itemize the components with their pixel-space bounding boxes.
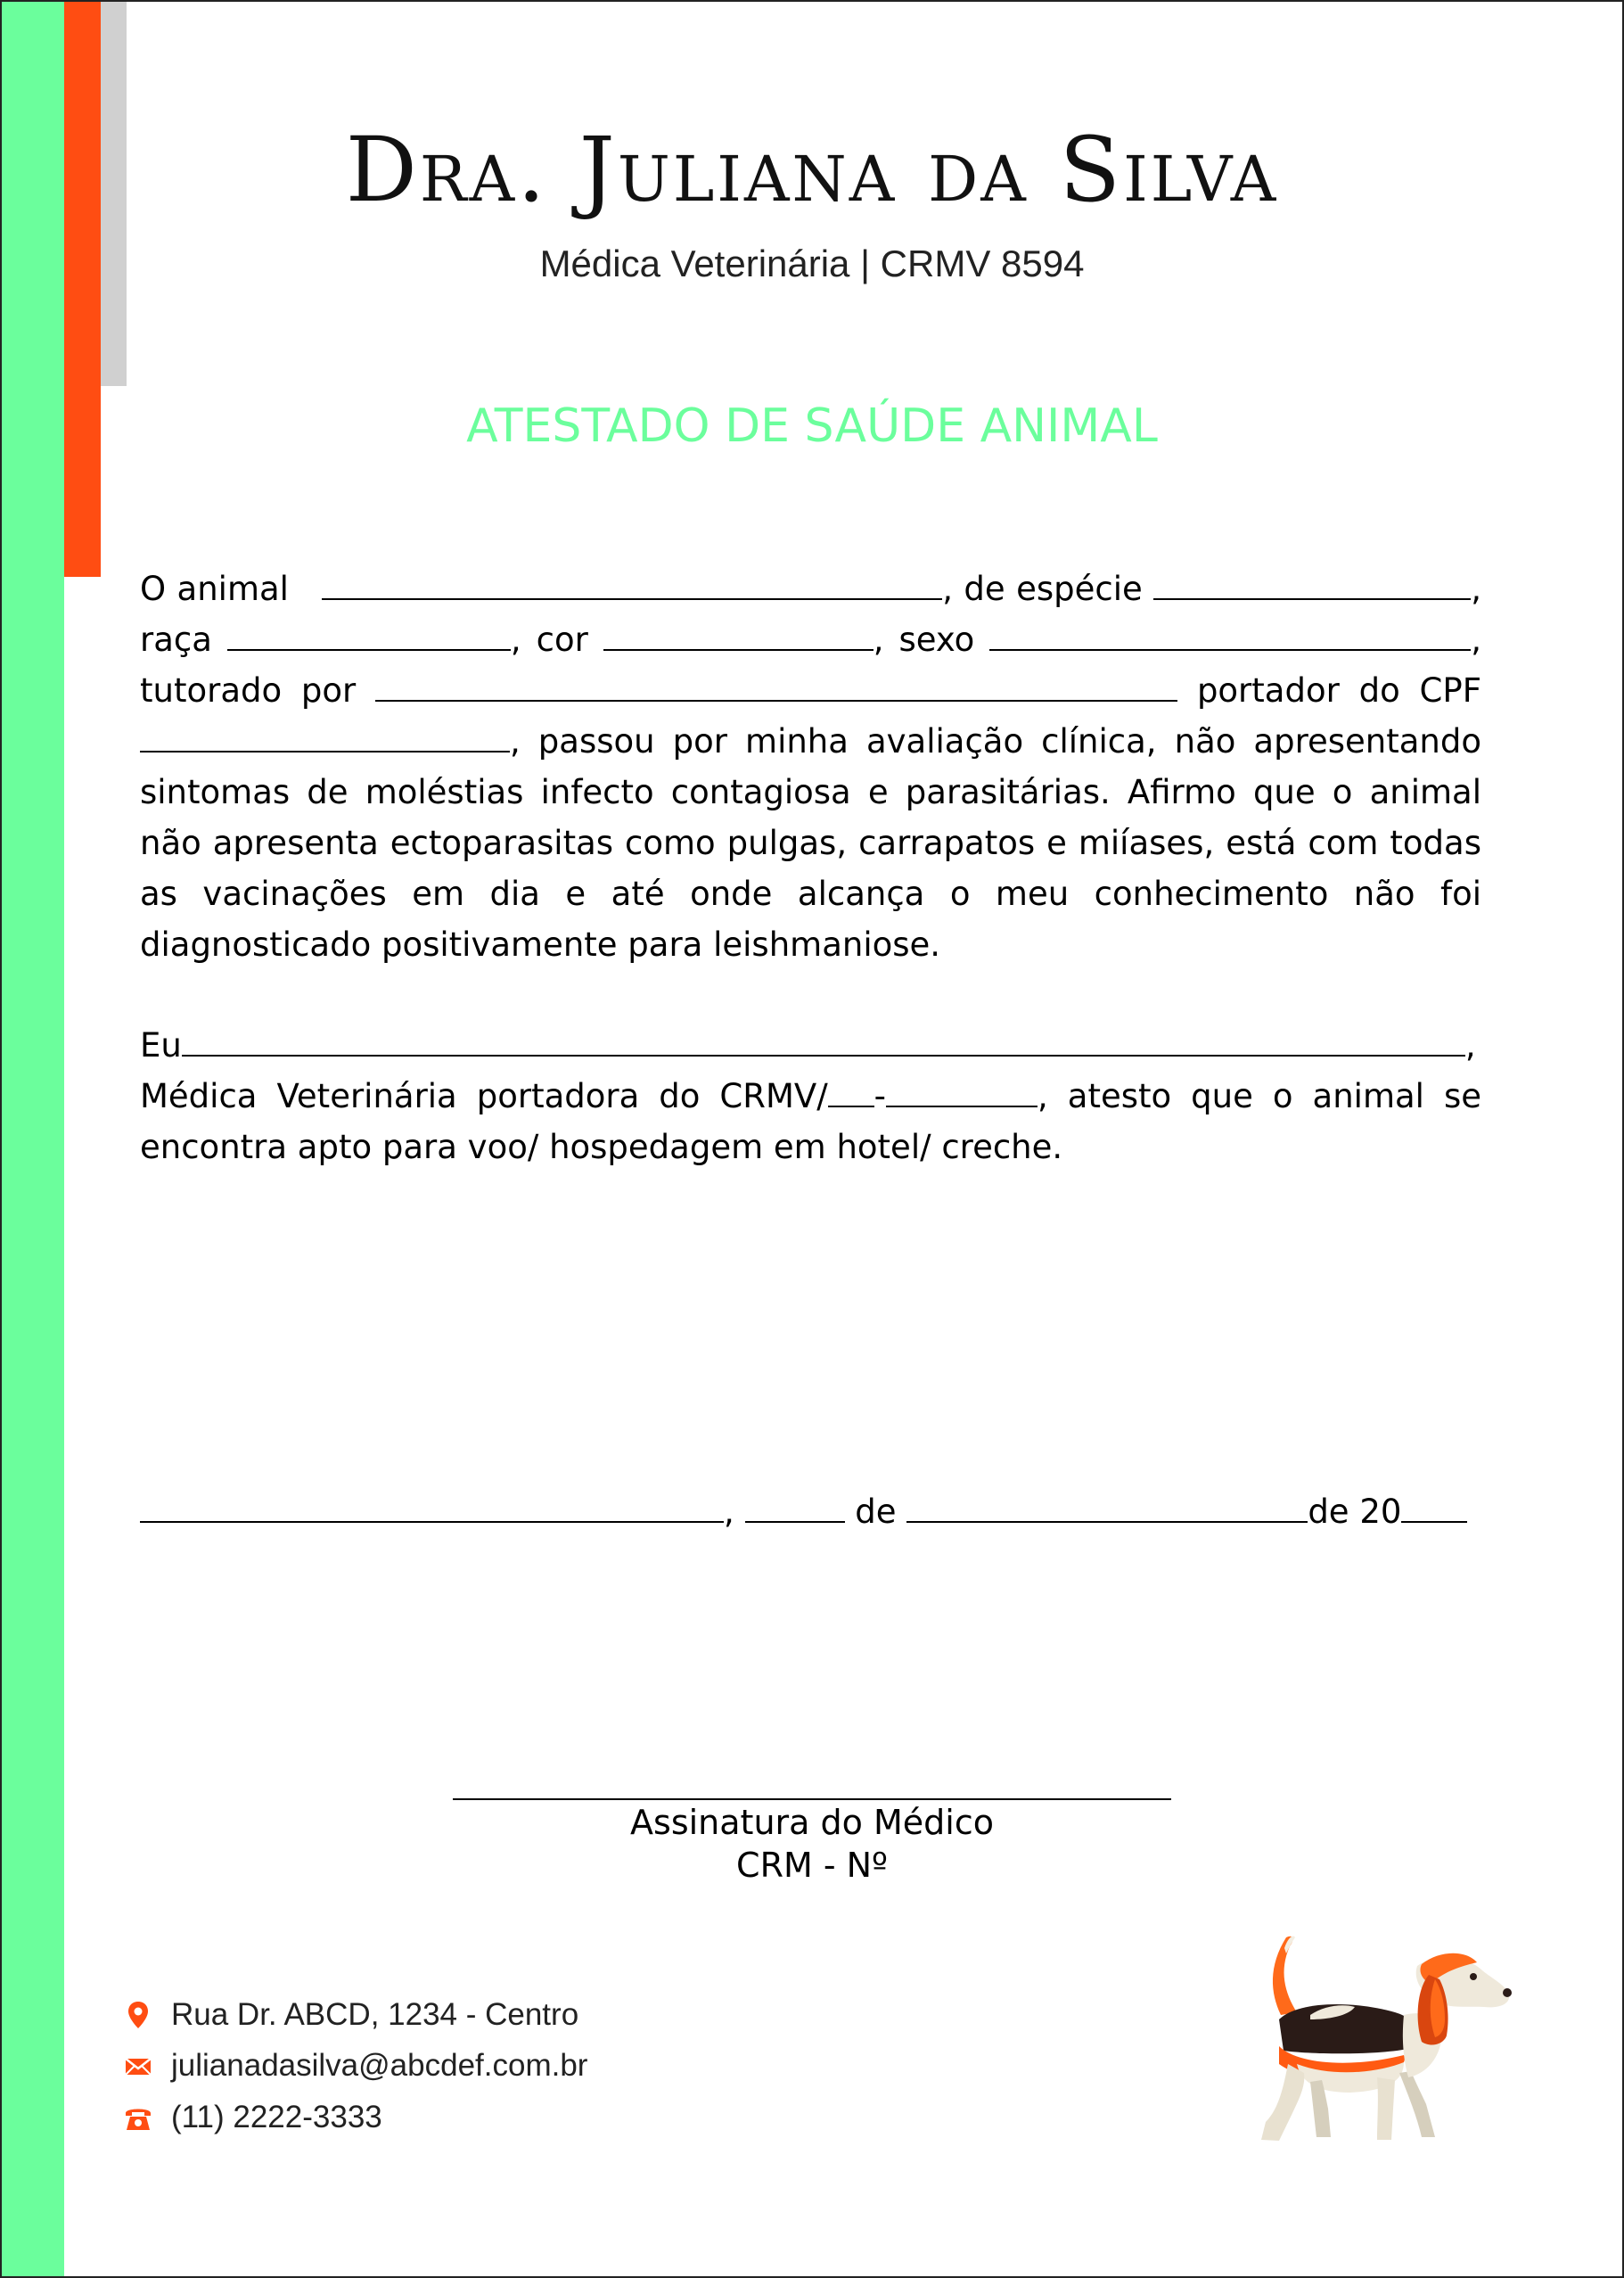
- phone-text: (11) 2222-3333: [171, 2100, 382, 2134]
- signature-label: [453, 1801, 1171, 1887]
- blank-city[interactable]: [140, 1489, 724, 1523]
- blank-tutor[interactable]: [375, 668, 1177, 702]
- paragraph-rest: , passou por minha avaliação clínica, não apresentando sintomas de moléstias infecto contagiosa e parasitárias. Afirmo que o animal não apresenta ectoparasitas como pulgas, carrapatos e miíases, está com todas as vacinações em dia e até onde alcança o meu conhecimento não foi diagnosticado positivamente para leishmaniose.: [140, 722, 1481, 964]
- document-title: ATESTADO DE SAÚDE ANIMAL: [466, 399, 1158, 453]
- date-line: [140, 1489, 1467, 1531]
- attestation-rest: , atesto que o animal se encontra apto para voo/ hospedagem em hotel/ creche.: [140, 1077, 1481, 1166]
- blank-raca[interactable]: [227, 617, 511, 651]
- signature-title: Assinatura do Médico: [630, 1803, 994, 1842]
- map-pin-icon: [123, 2000, 153, 2030]
- email-text[interactable]: julianadasilva@abcdef.com.br: [171, 2048, 588, 2083]
- label-de: de: [855, 1493, 897, 1531]
- dash: -: [874, 1077, 887, 1115]
- blank-vet-name[interactable]: [182, 1023, 1465, 1057]
- comma: ,: [1471, 570, 1481, 608]
- envelope-icon: [123, 2051, 153, 2081]
- label-crmv: Médica Veterinária portadora do CRMV/: [140, 1077, 828, 1115]
- label-sexo: , sexo: [873, 621, 975, 659]
- signature-crm: CRM - Nº: [736, 1846, 888, 1885]
- comma: ,: [1464, 1026, 1476, 1065]
- blank-cor[interactable]: [603, 617, 874, 651]
- blank-crmv-state[interactable]: [828, 1073, 874, 1107]
- label-especie: , de espécie: [942, 570, 1143, 608]
- blank-animal[interactable]: [322, 566, 942, 600]
- contact-email: [123, 2048, 587, 2084]
- orange-side-bar: [64, 2, 101, 577]
- blank-day[interactable]: [745, 1489, 845, 1523]
- label-cor: , cor: [510, 621, 588, 659]
- phone-icon: [123, 2102, 153, 2133]
- label-eu: Eu: [140, 1026, 182, 1065]
- label-raca: raça: [140, 621, 212, 659]
- blank-cpf[interactable]: [140, 719, 510, 752]
- contact-address: [123, 1997, 578, 2033]
- label-cpf: portador do CPF: [1196, 671, 1481, 710]
- label-de-20: de 20: [1308, 1493, 1402, 1531]
- address-text: Rua Dr. ABCD, 1234 - Centro: [171, 1997, 579, 2032]
- blank-year[interactable]: [1401, 1489, 1467, 1523]
- doctor-name: Dra. Juliana da Silva: [345, 118, 1279, 222]
- beagle-illustration: [1243, 1930, 1515, 2153]
- paragraph-animal-info: [140, 563, 1481, 970]
- blank-month[interactable]: [906, 1489, 1308, 1523]
- label-tutorado: tutorado por: [140, 671, 357, 710]
- blank-crmv-number[interactable]: [886, 1073, 1038, 1107]
- paragraph-attestation: [140, 1020, 1481, 1172]
- green-side-bar: [2, 2, 64, 2276]
- doctor-subtitle: Médica Veterinária | CRMV 8594: [539, 243, 1085, 284]
- blank-sexo[interactable]: [989, 617, 1471, 651]
- comma: ,: [1471, 621, 1482, 659]
- blank-especie[interactable]: [1153, 566, 1471, 600]
- signature-line[interactable]: [453, 1798, 1171, 1800]
- comma: ,: [724, 1493, 734, 1531]
- label-animal: O animal: [140, 570, 289, 608]
- contact-phone: [123, 2100, 382, 2135]
